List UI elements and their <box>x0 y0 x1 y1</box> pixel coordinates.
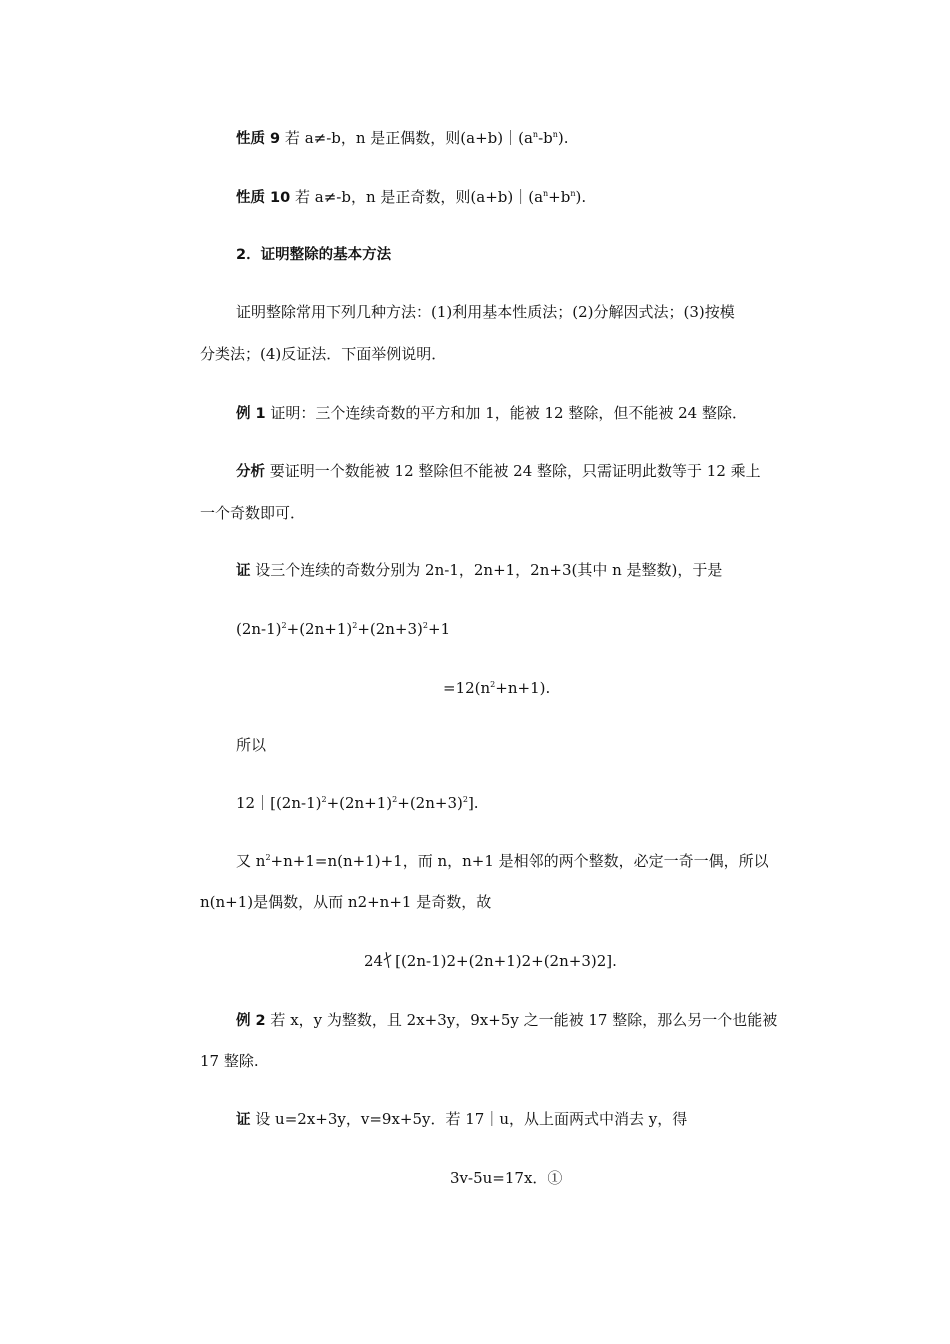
equation-1-term: +1 <box>428 620 451 638</box>
analysis-line-1: 要证明一个数能被 12 整除但不能被 24 整除，只需证明此数等于 12 乘上 <box>269 462 761 480</box>
exponent: 2 <box>490 680 496 689</box>
equation-4-term: 24 <box>364 952 384 970</box>
exponent: 2 <box>462 795 468 804</box>
proof-1 <box>236 560 722 581</box>
also-line-1 <box>236 851 769 871</box>
equation-5: 3v-5u=17x．① <box>450 1169 563 1187</box>
property-9-mid: -b <box>538 129 553 147</box>
exponent: 2 <box>281 621 287 630</box>
example-2-line-2: 17 整除. <box>200 1052 259 1070</box>
analysis <box>236 461 761 482</box>
exponent: 2 <box>392 795 398 804</box>
example-1-text: 证明：三个连续奇数的平方和加 1，能被 12 整除，但不能被 24 整除． <box>270 404 747 422</box>
equation-2-term: =12(n <box>443 679 491 697</box>
example-2 <box>236 1010 777 1031</box>
also-term: +n+1=n(n+1)+1，而 n，n+1 是相邻的两个整数，必定一奇一偶，所以 <box>270 852 769 870</box>
equation-2 <box>443 678 550 698</box>
intro-line-2: 分类法；(4)反证法．下面举例说明． <box>200 345 447 363</box>
equation-4 <box>364 951 617 971</box>
property-10 <box>236 187 586 208</box>
so-text: 所以 <box>236 736 267 754</box>
property-9-end: ). <box>557 129 569 147</box>
proof-2-text: 设 u=2x+3y，v=9x+5y．若 17｜u，从上面两式中消去 y，得 <box>255 1110 688 1128</box>
exponent: n <box>543 189 549 198</box>
equation-2-term: +n+1). <box>495 679 551 697</box>
proof-1-label: 证 <box>236 563 251 579</box>
exponent: 2 <box>422 621 428 630</box>
example-2-label: 例 2 <box>236 1013 266 1029</box>
property-9-text: 若 a≠-b，n 是正偶数，则(a+b)｜(a <box>284 129 533 147</box>
equation-1-term: +(2n+3) <box>357 620 423 638</box>
equation-3-term: 12｜[(2n-1) <box>236 794 322 812</box>
property-9-label: 性质 9 <box>236 131 281 147</box>
exponent: 2 <box>321 795 327 804</box>
proof-1-text: 设三个连续的奇数分别为 2n-1，2n+1，2n+3(其中 n 是整数)，于是 <box>255 561 723 579</box>
equation-1-term: +(2n+1) <box>286 620 353 638</box>
equation-3-term: +(2n+1) <box>326 794 393 812</box>
equation-3-term: +(2n+3) <box>397 794 463 812</box>
equation-1-term: (2n-1) <box>236 620 282 638</box>
example-2-line-1: 若 x，y 为整数，且 2x+3y，9x+5y 之一能被 17 整除，那么另一个也能被 <box>270 1011 778 1029</box>
proof-2-label: 证 <box>236 1112 251 1128</box>
exponent: n <box>552 130 558 139</box>
equation-4-term: [(2n-1)2+(2n+1)2+(2n+3)2]. <box>395 952 617 970</box>
also-term: 又 n <box>236 852 266 870</box>
intro-line-1: 证明整除常用下列几种方法：(1)利用基本性质法；(2)分解因式法；(3)按模 <box>236 303 735 321</box>
property-10-mid: +b <box>548 188 571 206</box>
exponent: 2 <box>265 853 271 862</box>
analysis-label: 分析 <box>236 464 265 480</box>
equation-1 <box>236 619 450 639</box>
property-9 <box>236 128 569 149</box>
equation-3-term: ]. <box>467 794 479 812</box>
also-line-2: n(n+1)是偶数，从而 n2+n+1 是奇数，故 <box>200 893 492 911</box>
property-10-text: 若 a≠-b，n 是正奇数，则(a+b)｜(a <box>295 188 544 206</box>
proof-2 <box>236 1109 687 1130</box>
property-10-label: 性质 10 <box>236 190 291 206</box>
section-heading: 2．证明整除的基本方法 <box>236 247 392 263</box>
exponent: n <box>570 189 576 198</box>
exponent: n <box>532 130 539 139</box>
exponent: 2 <box>352 621 358 630</box>
analysis-line-2: 一个奇数即可． <box>200 504 306 522</box>
example-1-label: 例 1 <box>236 406 266 422</box>
property-10-end: ). <box>575 188 587 206</box>
equation-3 <box>236 793 479 813</box>
example-1 <box>236 403 747 424</box>
